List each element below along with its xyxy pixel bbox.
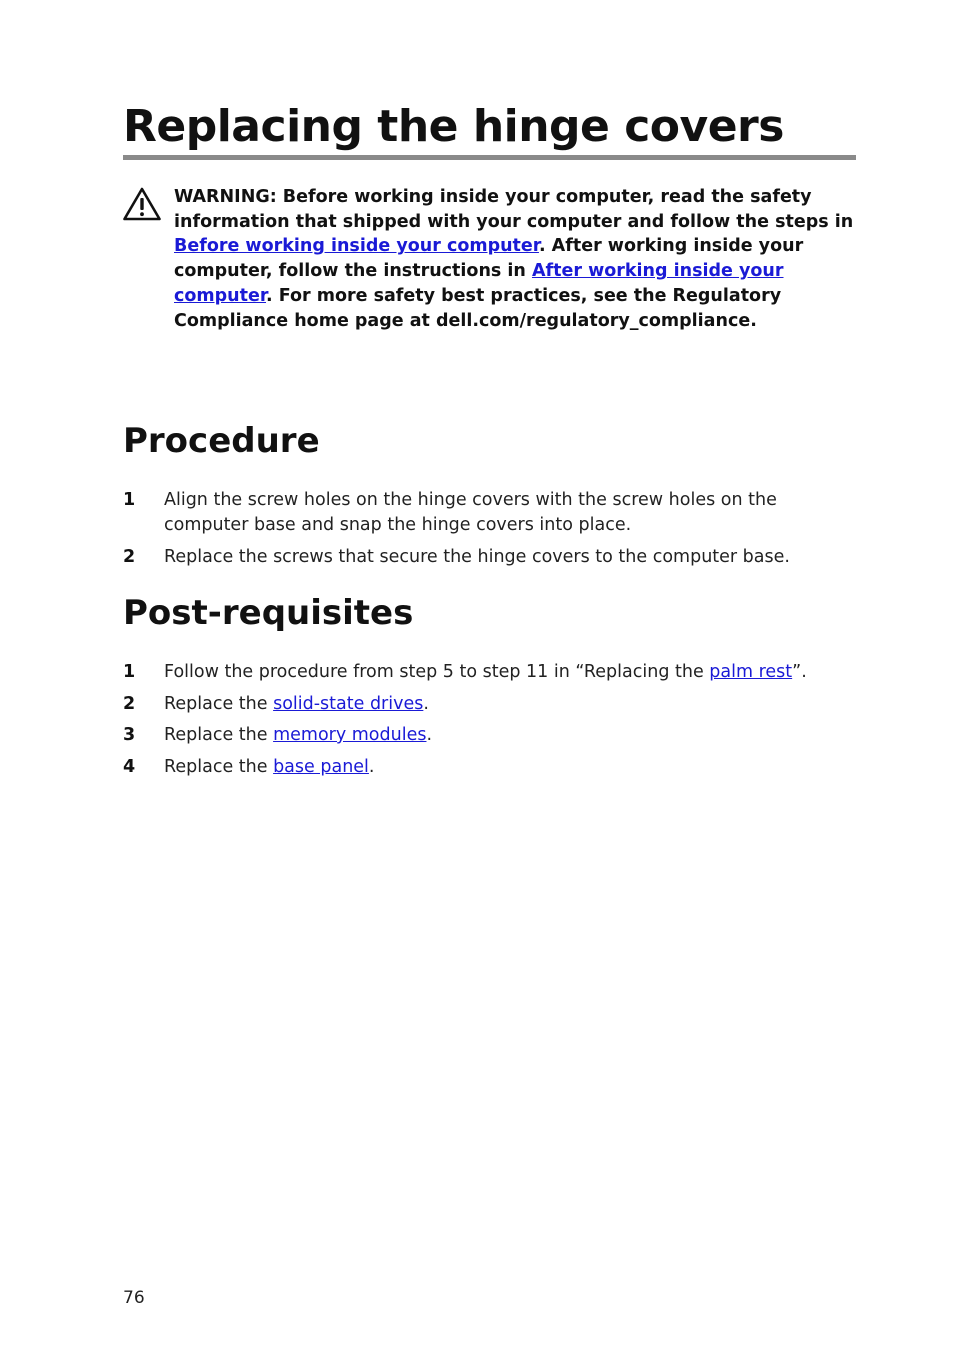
step-text-before: Follow the procedure from step 5 to step 11 in “Replacing the: [164, 662, 710, 682]
warning-mid: . After working inside your computer, follow the instructions in: [174, 236, 804, 282]
memory-modules-link[interactable]: memory modules: [273, 725, 427, 745]
post-requisite-step: [123, 755, 843, 780]
step-text-before: Replace the: [164, 693, 274, 714]
warning-lead: WARNING: Before working inside your computer, read the safety information that shipped with your computer and follow the steps in: [174, 187, 854, 232]
step-number: 3: [123, 725, 136, 745]
step-text-after: .: [426, 725, 433, 745]
solid-state-drives-link[interactable]: solid-state drives: [273, 693, 424, 714]
procedure-steps: [123, 488, 843, 570]
step-text-before: Replace the: [164, 725, 274, 745]
step-text-after: .: [368, 756, 375, 777]
warning-triangle-icon: [123, 187, 161, 221]
step-number: 1: [123, 662, 136, 682]
step-text: Replace the screws that secure the hinge covers to the computer base.: [164, 547, 790, 567]
post-requisite-step: [123, 692, 843, 717]
step-number: 1: [123, 490, 136, 510]
warning-text: [174, 185, 864, 333]
palm-rest-link[interactable]: palm rest: [709, 662, 793, 682]
before-working-link[interactable]: Before working inside your computer: [174, 236, 539, 257]
after-working-link[interactable]: After working inside your computer: [174, 261, 784, 306]
post-requisites-heading: Post-requisites: [123, 593, 414, 633]
step-text: Align the screw holes on the hinge covers with the screw holes on the computer base and snap the hinge covers into place.: [164, 490, 777, 535]
post-requisite-step: [123, 660, 843, 685]
step-number: 2: [123, 693, 136, 714]
post-requisite-step: [123, 723, 843, 748]
procedure-step: [123, 488, 843, 538]
step-number: 2: [123, 547, 136, 567]
post-requisites-steps: [123, 660, 843, 780]
base-panel-link[interactable]: base panel: [273, 756, 369, 777]
step-text-before: Replace the: [164, 756, 274, 777]
step-number: 4: [123, 756, 136, 777]
step-text-after: ”.: [792, 662, 807, 682]
page-number: 76: [123, 1288, 145, 1308]
warning-tail: . For more safety best practices, see the Regulatory Compliance home page at dell.com/regulatory_compliance.: [174, 285, 782, 331]
procedure-step: [123, 545, 843, 570]
title-rule: [123, 155, 856, 160]
procedure-heading: Procedure: [123, 421, 320, 461]
step-text-after: .: [423, 693, 429, 714]
page-title: Replacing the hinge covers: [123, 101, 784, 152]
